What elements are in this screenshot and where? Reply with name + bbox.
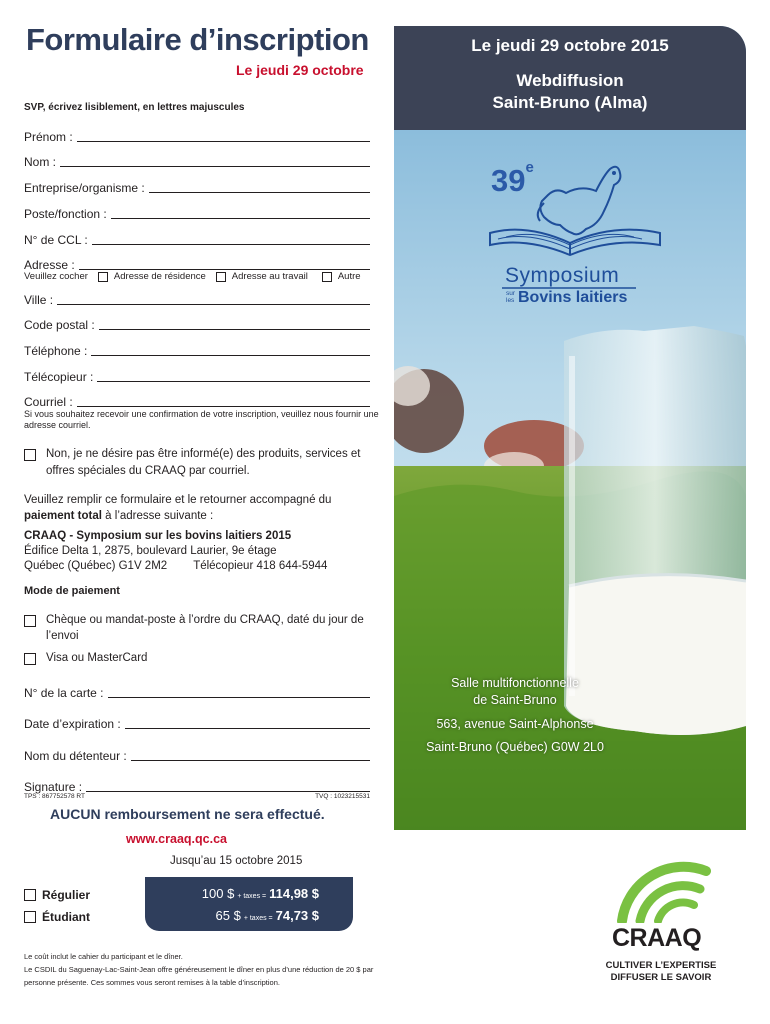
telephone-label: Téléphone : — [24, 344, 88, 358]
poste-label: Poste/fonction : — [24, 207, 107, 221]
return-text-2: à l’adresse suivante : — [105, 510, 214, 522]
ccl-field[interactable] — [24, 231, 370, 247]
mailing-address — [24, 529, 380, 574]
student-fee — [216, 908, 319, 923]
travail-label: Adresse au travail — [231, 271, 308, 282]
telecopieur-field[interactable] — [24, 368, 370, 384]
address-type-options — [24, 271, 361, 282]
nom-field[interactable] — [24, 153, 370, 169]
holder-label: Nom du détenteur : — [24, 749, 127, 763]
tps-number: TPS : 867752578 RT — [24, 793, 85, 800]
courriel-field[interactable] — [24, 393, 370, 409]
footnote-1: Le coût inclut le cahier du participant et le dîner. — [24, 952, 183, 961]
return-text-bold: paiement total — [24, 510, 102, 522]
tagline-2: DIFFUSER LE SAVOIR — [610, 972, 712, 983]
form-instructions: SVP, écrivez lisiblement, en lettres majuscules — [24, 102, 245, 113]
telephone-field[interactable] — [24, 342, 370, 358]
tvq-number: TVQ : 1023215531 — [315, 793, 370, 800]
webcast-label: Webdiffusion — [516, 71, 624, 90]
symposium-word: Symposium — [505, 264, 620, 287]
regular-option[interactable] — [24, 888, 90, 902]
card-number-label: N° de la carte : — [24, 686, 104, 700]
student-total: 74,73 $ — [275, 908, 319, 923]
opt-out-checkbox[interactable] — [24, 449, 36, 461]
payment-title: Mode de paiement — [24, 585, 120, 597]
email-note: Si vous souhaitez recevoir une confirmation de votre inscription, veuillez nous fournir une adresse courriel. — [24, 409, 379, 430]
venue-name-2: de Saint-Bruno — [473, 693, 557, 707]
card-checkbox[interactable] — [24, 653, 36, 665]
residence-checkbox[interactable] — [98, 272, 108, 282]
signature-label: Signature : — [24, 780, 83, 794]
ccl-label: N° de CCL : — [24, 233, 88, 247]
ville-field[interactable] — [24, 291, 370, 307]
event-date: Le jeudi 29 octobre 2015 — [471, 36, 669, 55]
symposium-number: 39e — [491, 159, 534, 198]
telecopieur-label: Télécopieur : — [24, 370, 94, 384]
venue-city: Saint-Bruno (Québec) G0W 2L0 — [426, 740, 604, 754]
student-label: Étudiant — [42, 910, 90, 924]
nom-label: Nom : — [24, 155, 57, 169]
address-line-2: Édifice Delta 1, 2875, boulevard Laurier, 9e étage — [24, 545, 277, 557]
symposium-sur: sur les — [506, 290, 516, 304]
prenom-field[interactable] — [24, 128, 370, 144]
fee-box — [145, 877, 353, 931]
return-instructions — [24, 492, 380, 524]
payment-card-option[interactable] — [24, 650, 147, 666]
poste-field[interactable] — [24, 205, 370, 221]
deadline-text: Jusqu’au 15 octobre 2015 — [170, 855, 303, 867]
code-postal-field[interactable] — [24, 316, 370, 332]
regular-fee — [202, 886, 319, 901]
travail-checkbox[interactable] — [216, 272, 226, 282]
entreprise-field[interactable] — [24, 179, 370, 195]
expiry-label: Date d’expiration : — [24, 717, 121, 731]
cheque-label: Chèque ou mandat-poste à l’ordre du CRAAQ, daté du jour de l’envoi — [46, 614, 364, 642]
ville-label: Ville : — [24, 293, 54, 307]
regular-label: Régulier — [42, 888, 91, 902]
opt-out-label: Non, je ne désire pas être informé(e) des produits, services et offres spéciales du CRAAQ par courriel. — [46, 448, 361, 477]
address-line-3: Québec (Québec) G1V 2M2 — [24, 560, 168, 572]
card-label: Visa ou MasterCard — [46, 652, 148, 664]
symposium-name: Bovins laitiers — [518, 289, 628, 306]
entreprise-label: Entreprise/organisme : — [24, 181, 145, 195]
regular-taxes: + taxes = — [237, 893, 267, 900]
webcast-location: Saint-Bruno (Alma) — [492, 93, 648, 112]
signature-field[interactable] — [24, 778, 370, 794]
event-header — [394, 26, 746, 130]
prenom-label: Prénom : — [24, 130, 73, 144]
form-title: Formulaire d’inscription — [26, 22, 369, 57]
adresse-field[interactable] — [24, 256, 370, 272]
craaq-tagline — [600, 960, 722, 984]
tagline-1: CULTIVER L’EXPERTISE — [605, 960, 717, 971]
student-checkbox[interactable] — [24, 911, 36, 923]
venue-street: 563, avenue Saint-Alphonse — [436, 717, 594, 731]
residence-label: Adresse de résidence — [113, 271, 206, 282]
opt-out-option[interactable] — [24, 446, 374, 480]
regular-checkbox[interactable] — [24, 889, 36, 901]
holder-field[interactable] — [24, 747, 370, 763]
code-postal-label: Code postal : — [24, 318, 95, 332]
footnote — [24, 950, 380, 989]
card-number-field[interactable] — [24, 684, 370, 700]
payment-cheque-option[interactable] — [24, 612, 374, 644]
student-taxes: + taxes = — [243, 915, 273, 922]
adresse-label: Adresse : — [24, 258, 75, 272]
footnote-2: Le CSDIL du Saguenay-Lac-Saint-Jean offre généreusement le dîner en plus d’une réduction de 20 $ par personne présente. Ces sommes vous seront remises à la table d’inscription. — [24, 965, 374, 987]
craaq-signal-icon — [614, 851, 714, 923]
expiry-field[interactable] — [24, 715, 370, 731]
student-base: 65 $ — [215, 908, 241, 923]
student-option[interactable] — [24, 910, 90, 924]
tax-numbers — [24, 793, 370, 800]
craaq-logo-text: CRAAQ — [612, 924, 702, 952]
address-line-1: CRAAQ - Symposium sur les bovins laitiers 2015 — [24, 530, 292, 542]
website-link[interactable]: www.craaq.qc.ca — [126, 832, 227, 846]
venue-name-1: Salle multifonctionnelle — [451, 676, 579, 690]
webcast-info — [394, 70, 746, 114]
cheque-checkbox[interactable] — [24, 615, 36, 627]
address-type-prompt: Veuillez cocher — [24, 271, 88, 282]
autre-label: Autre — [337, 271, 361, 282]
address-fax: Télécopieur 418 644-5944 — [193, 560, 328, 572]
return-text-1: Veuillez remplir ce formulaire et le retourner accompagné du — [24, 494, 332, 506]
courriel-label: Courriel : — [24, 395, 73, 409]
regular-total: 114,98 $ — [269, 886, 319, 901]
event-photo — [394, 26, 746, 830]
no-refund-notice: AUCUN remboursement ne sera effectué. — [50, 806, 325, 822]
form-date: Le jeudi 29 octobre — [236, 62, 364, 78]
milk-pitcher-photo — [394, 26, 746, 830]
regular-base: 100 $ — [201, 886, 235, 901]
autre-checkbox[interactable] — [322, 272, 332, 282]
